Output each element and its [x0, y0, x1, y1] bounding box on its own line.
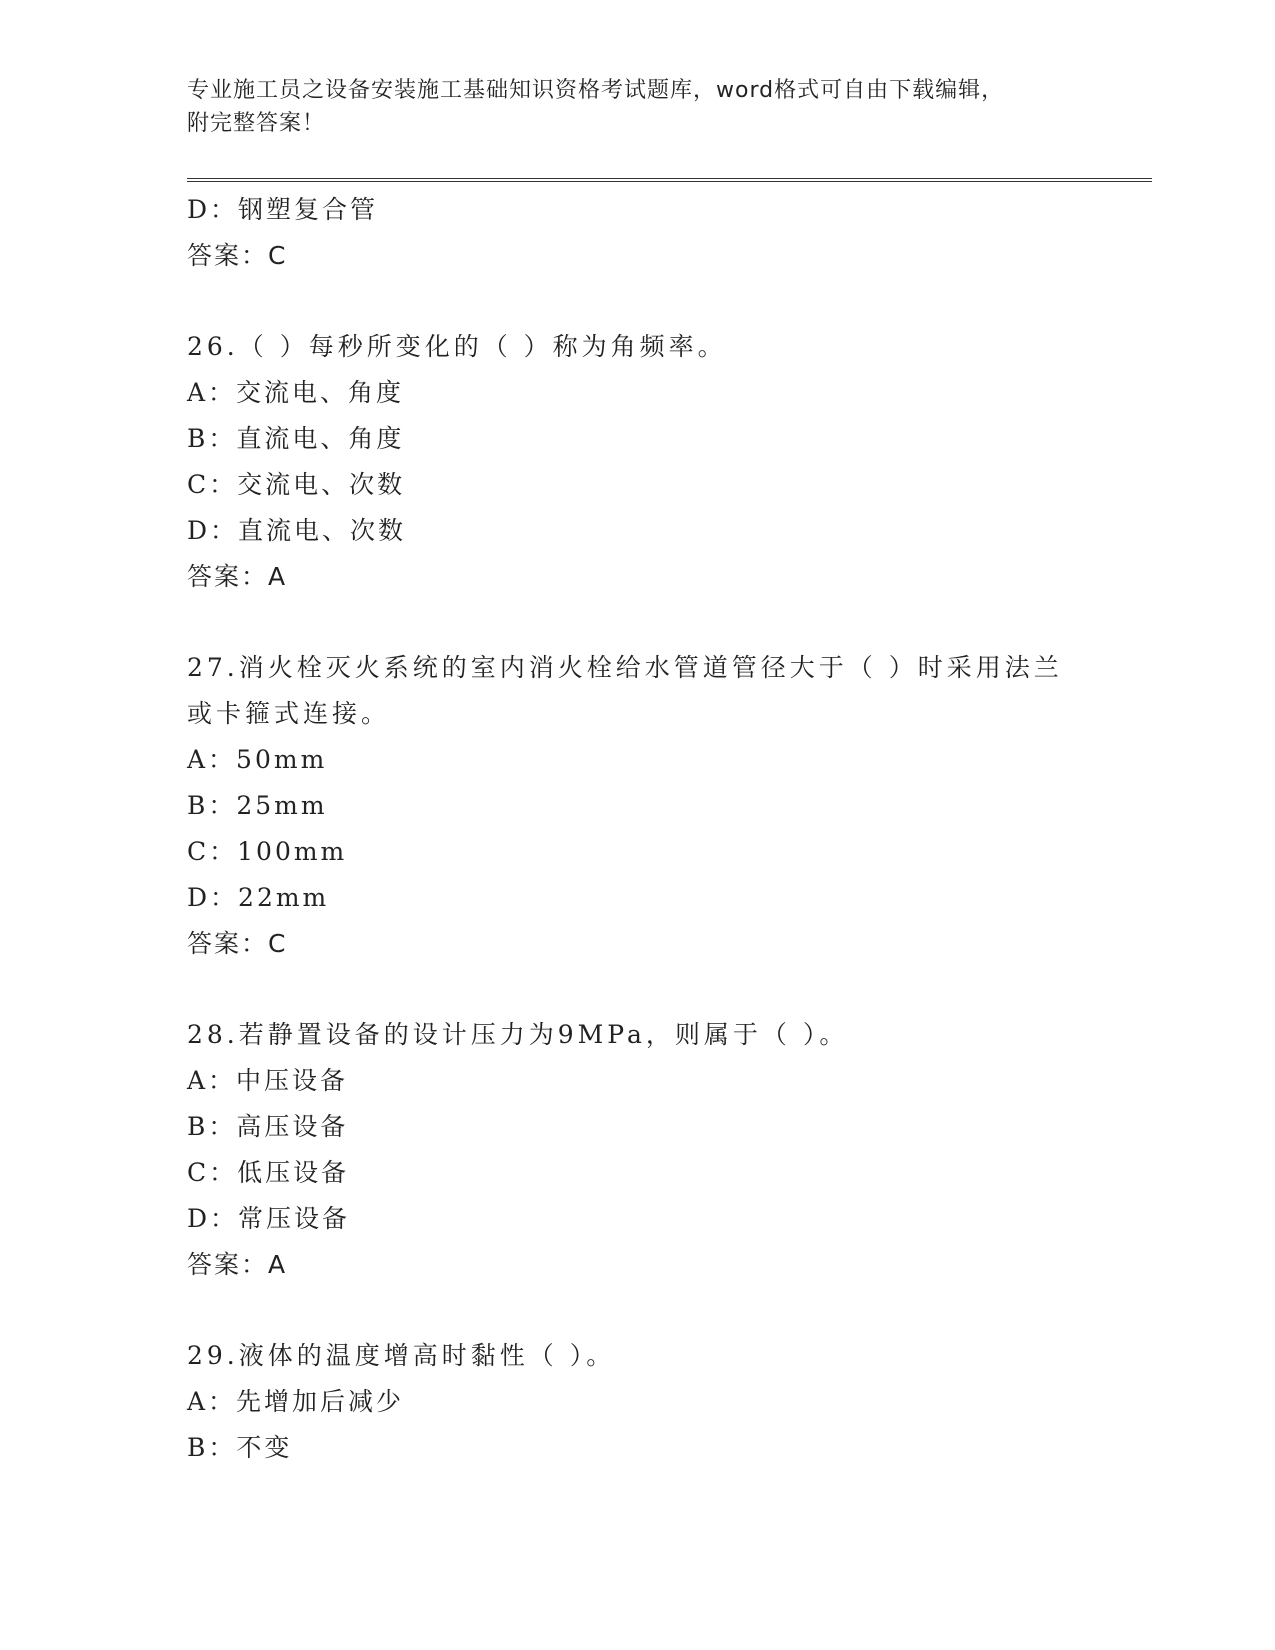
option-d: D：钢塑复合管: [187, 195, 379, 224]
question-block-27: [187, 645, 1107, 967]
header-divider: [187, 178, 1152, 182]
option-c: C：低压设备: [187, 1158, 350, 1187]
question-text: 27.消火栓灭火系统的室内消火栓给水管道管径大于（ ）时采用法兰: [187, 653, 1063, 682]
question-block-29: [187, 1333, 1107, 1471]
option-a: A：先增加后减少: [187, 1387, 405, 1416]
option-b: B：25mm: [187, 791, 328, 820]
block-spacer: [187, 279, 1107, 324]
answer-line: 答案：C: [187, 929, 288, 958]
question-block-28: [187, 1012, 1107, 1288]
question-block-26: [187, 324, 1107, 600]
option-c: C：交流电、次数: [187, 470, 406, 499]
block-spacer: [187, 600, 1107, 645]
question-text: 29.液体的温度增高时黏性（ ）。: [187, 1341, 616, 1370]
answer-line: 答案：A: [187, 1250, 288, 1279]
option-b: B：直流电、角度: [187, 424, 405, 453]
answer-line: 答案：A: [187, 562, 288, 591]
question-text: 28.若静置设备的设计压力为9MPa，则属于（ ）。: [187, 1020, 849, 1049]
option-b: B：不变: [187, 1433, 293, 1462]
question-list: [187, 187, 1107, 1471]
header-line-2: 附完整答案！: [187, 111, 326, 136]
question-block-25-tail: [187, 187, 1107, 279]
question-text-continued: 或卡箍式连接。: [187, 699, 391, 728]
option-d: D：常压设备: [187, 1204, 351, 1233]
answer-line: 答案：C: [187, 241, 288, 270]
option-c: C：100mm: [187, 837, 348, 866]
header-line-1: 专业施工员之设备安装施工基础知识资格考试题库，word格式可自由下载编辑，: [187, 78, 1005, 103]
option-a: A：交流电、角度: [187, 378, 405, 407]
block-spacer: [187, 1288, 1107, 1333]
option-b: B：高压设备: [187, 1112, 349, 1141]
block-spacer: [187, 967, 1107, 1012]
option-d: D：22mm: [187, 883, 330, 912]
question-text: 26.（ ）每秒所变化的（ ）称为角频率。: [187, 332, 727, 361]
option-a: A：中压设备: [187, 1066, 349, 1095]
option-d: D：直流电、次数: [187, 516, 407, 545]
document-header: [187, 74, 1087, 140]
option-a: A：50mm: [187, 745, 328, 774]
